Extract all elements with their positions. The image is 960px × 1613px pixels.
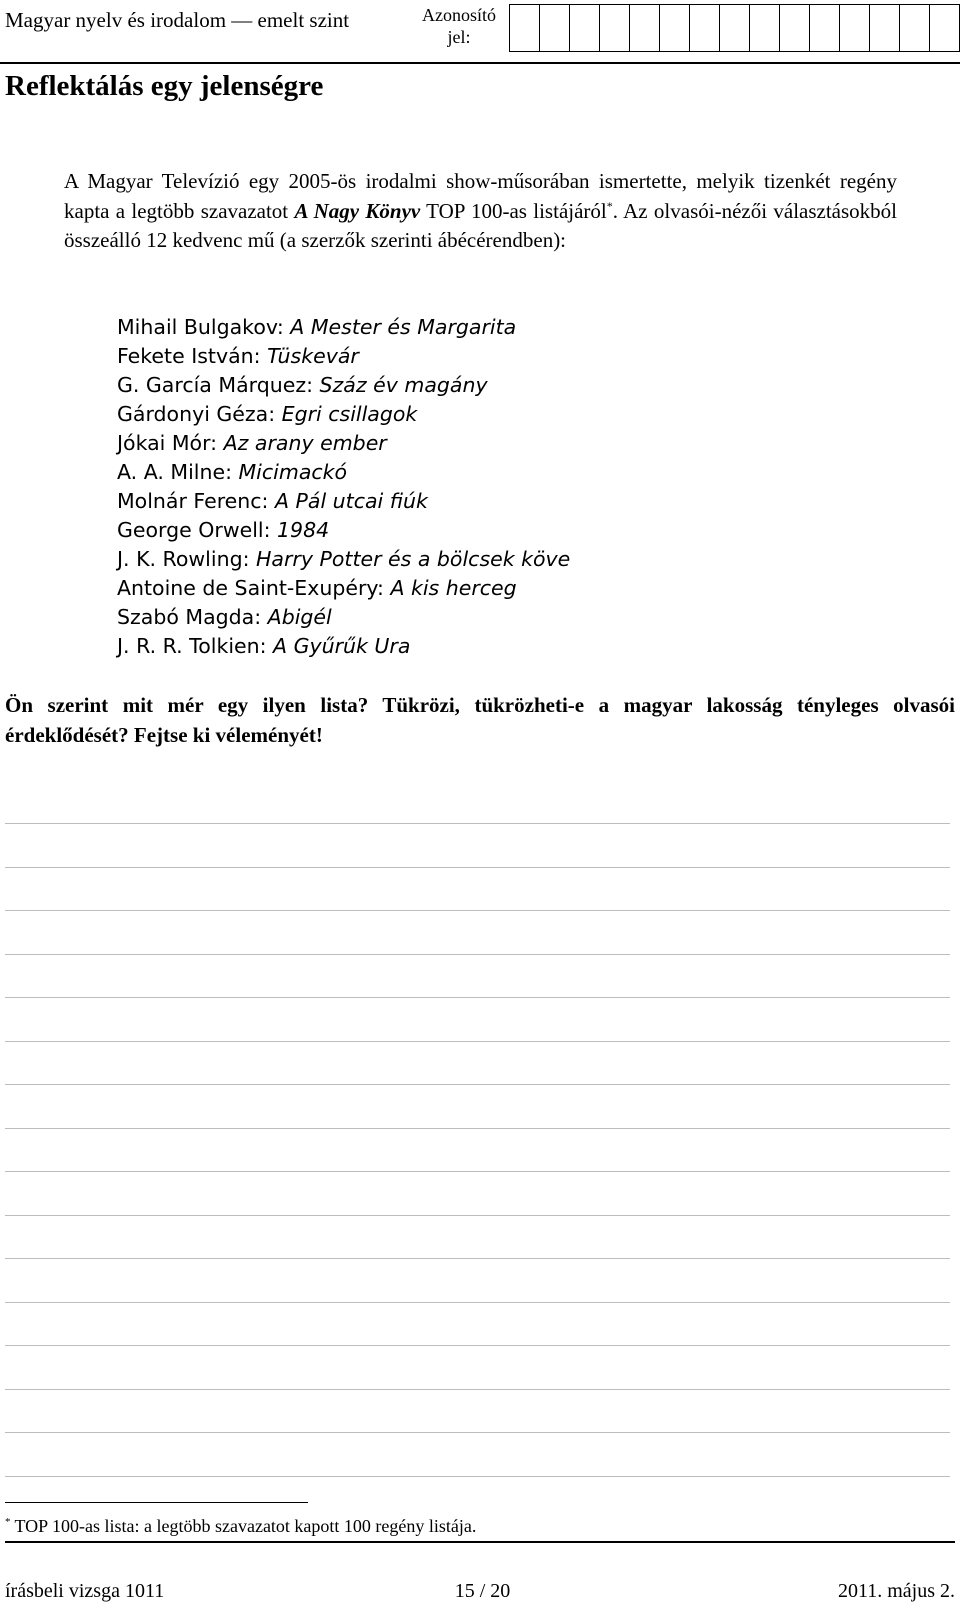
answer-line[interactable] (5, 1345, 950, 1346)
book-title: Száz év magány (319, 373, 488, 397)
answer-line[interactable] (5, 1476, 950, 1477)
book-author: J. K. Rowling: (117, 547, 257, 571)
header-rule (0, 62, 960, 64)
intro-text-1: A Magyar Televízió egy 2005-ös irodalmi show-műsorában ismertette, melyik tizenkét regény kapta a legtöbb szavazatot (64, 169, 897, 223)
id-box[interactable] (569, 4, 600, 52)
book-title: Micimackó (238, 460, 348, 484)
book-author: George Orwell: (117, 518, 278, 542)
book-author: G. García Márquez: (117, 373, 320, 397)
footnote-mark: * (5, 1516, 11, 1528)
id-box[interactable] (869, 4, 900, 52)
book-title: Az arany ember (223, 431, 387, 455)
exam-code: írásbeli vizsga 1011 (5, 1580, 165, 1602)
book-list-item (117, 342, 570, 371)
answer-line[interactable] (5, 1128, 950, 1129)
page-header (0, 0, 960, 66)
book-author: Antoine de Saint-Exupéry: (117, 576, 391, 600)
footer-rule (5, 1541, 955, 1543)
book-author: A. A. Milne: (117, 460, 239, 484)
answer-line[interactable] (5, 954, 950, 955)
book-author: Molnár Ferenc: (117, 489, 275, 513)
intro-text-3: . Az olvasói-nézői választásokból összeálló 12 kedvenc mű (a szerzők szerinti ábécérendben): (64, 198, 898, 252)
id-box[interactable] (779, 4, 810, 52)
book-author: Gárdonyi Géza: (117, 402, 282, 426)
book-title: A Pál utcai fiúk (274, 489, 428, 513)
book-list-item (117, 429, 570, 458)
book-list-item (117, 458, 570, 487)
exam-date: 2011. május 2. (837, 1580, 955, 1602)
id-box[interactable] (839, 4, 870, 52)
answer-line[interactable] (5, 823, 950, 824)
footnote-rule (5, 1502, 308, 1503)
book-author: Jókai Mór: (117, 431, 224, 455)
book-list (117, 313, 570, 661)
book-title: A Gyűrűk Ura (273, 634, 411, 658)
book-title: A kis herceg (390, 576, 517, 600)
answer-line[interactable] (5, 867, 950, 868)
book-author: Szabó Magda: (117, 605, 268, 629)
page-number: 15 / 20 (454, 1580, 511, 1602)
question: Ön szerint mit mér egy ilyen lista? Tükrözi, tükrözheti-e a magyar lakosság tényleges olvasói érdeklődését? Fejtse ki véleményét! (5, 693, 955, 747)
answer-line[interactable] (5, 1084, 950, 1085)
footnote (5, 1516, 476, 1537)
answer-line[interactable] (5, 1389, 950, 1390)
footnote-mark: * (606, 198, 613, 213)
id-code-boxes (510, 4, 960, 52)
book-title: Tüskevár (267, 344, 359, 368)
book-list-item (117, 516, 570, 545)
answer-area[interactable] (5, 823, 950, 1519)
answer-line[interactable] (5, 1302, 950, 1303)
footnote-text: TOP 100-as lista: a legtöbb szavazatot kapott 100 regény listája. (14, 1516, 477, 1536)
book-list-item (117, 371, 570, 400)
book-author: Mihail Bulgakov: (117, 315, 291, 339)
id-box[interactable] (899, 4, 930, 52)
id-box[interactable] (629, 4, 660, 52)
intro-paragraph (64, 167, 897, 256)
id-box[interactable] (659, 4, 690, 52)
book-title: Egri csillagok (281, 402, 418, 426)
id-box[interactable] (809, 4, 840, 52)
book-author: Fekete István: (117, 344, 268, 368)
id-box[interactable] (539, 4, 570, 52)
page-footer (5, 1580, 955, 1610)
answer-line[interactable] (5, 1171, 950, 1172)
book-title: Abigél (267, 605, 332, 629)
answer-line[interactable] (5, 1258, 950, 1259)
id-box[interactable] (749, 4, 780, 52)
book-title: A Mester és Margarita (290, 315, 517, 339)
book-author: J. R. R. Tolkien: (117, 634, 274, 658)
book-list-item (117, 545, 570, 574)
id-box[interactable] (509, 4, 540, 52)
book-list-item (117, 487, 570, 516)
id-box[interactable] (689, 4, 720, 52)
header-title: Magyar nyelv és irodalom — emelt szint (5, 8, 350, 32)
answer-line[interactable] (5, 910, 950, 911)
answer-line[interactable] (5, 1215, 950, 1216)
book-title: 1984 (277, 518, 330, 542)
id-box[interactable] (929, 4, 960, 52)
book-list-item (117, 603, 570, 632)
book-list-item (117, 400, 570, 429)
intro-text-2: TOP 100-as listájáról (420, 198, 607, 223)
answer-line[interactable] (5, 997, 950, 998)
answer-line[interactable] (5, 1432, 950, 1433)
id-box[interactable] (599, 4, 630, 52)
book-title: Harry Potter és a bölcsek köve (256, 547, 571, 571)
intro-emphasis: A Nagy Könyv (294, 198, 421, 223)
answer-line[interactable] (5, 1041, 950, 1042)
book-list-item (117, 313, 570, 342)
book-list-item (117, 574, 570, 603)
id-box[interactable] (719, 4, 750, 52)
section-title: Reflektálás egy jelenségre (5, 70, 324, 102)
book-list-item (117, 632, 570, 661)
id-label: Azonosító jel: (422, 5, 496, 47)
